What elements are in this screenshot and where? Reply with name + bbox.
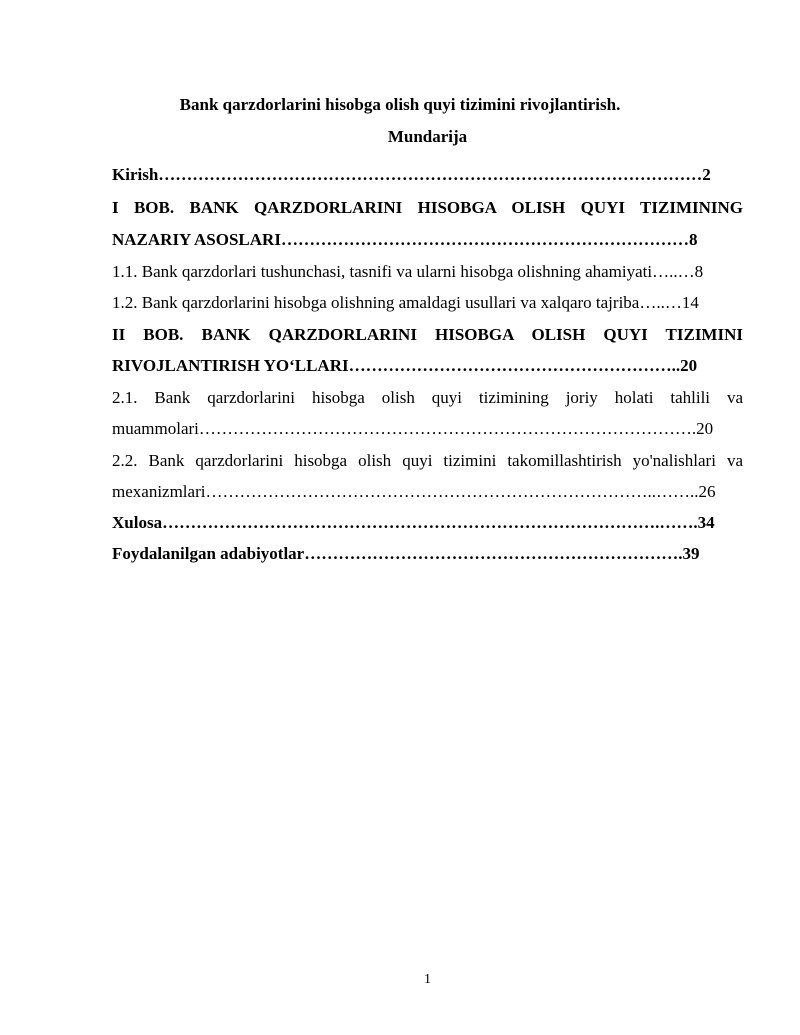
toc-entry-chapter-2-title: II BOB. BANK QARZDORLARINI HISOBGA OLISH QUYI TIZIMINI	[112, 325, 743, 344]
toc-entry-references: Foydalanilgan adabiyotlar………………………………………………………….39	[112, 544, 700, 563]
document-title: Bank qarzdorlarini hisobga olish quyi tizimini rivojlantirish.	[179, 95, 621, 114]
toc-entry-section-2-1: 2.1. Bank qarzdorlarini hisobga olish quyi tizimining joriy holati tahlili va	[112, 388, 743, 407]
toc-entry-chapter-2-title-cont: RIVOJLANTIRISH YO‘LLARI…………………………………………………..20	[112, 356, 698, 375]
toc-entry-introduction: Kirish……………………………………………………………………………………2	[112, 165, 711, 184]
toc-entry-section-1-1: 1.1. Bank qarzdorlari tushunchasi, tasnifi va ularni hisobga olishning ahamiyati…..…8	[112, 262, 704, 281]
toc-entry-chapter-1-title: I BOB. BANK QARZDORLARINI HISOBGA OLISH QUYI TIZIMINING	[112, 198, 743, 217]
page-number: 1	[424, 972, 431, 987]
contents-heading: Mundarija	[387, 127, 468, 146]
toc-entry-section-1-2: 1.2. Bank qarzdorlarini hisobga olishning amaldagi usullari va xalqaro tajriba…..…14	[112, 293, 699, 312]
toc-entry-section-2-2-cont: mexanizmlari……………………………………………………………………..……..26	[112, 482, 716, 501]
toc-entry-chapter-1-title-cont: NAZARIY ASOSLARI………………………………………………………………8	[112, 230, 698, 249]
toc-entry-section-2-2: 2.2. Bank qarzdorlarini hisobga olish quyi tizimini takomillashtirish yo'nalishlari va	[112, 451, 743, 470]
toc-entry-conclusion: Xulosa…………………………………………………………………………….…….34	[112, 513, 715, 532]
toc-entry-section-2-1-cont: muammolari…………………………………………………………………………….20	[112, 419, 714, 438]
